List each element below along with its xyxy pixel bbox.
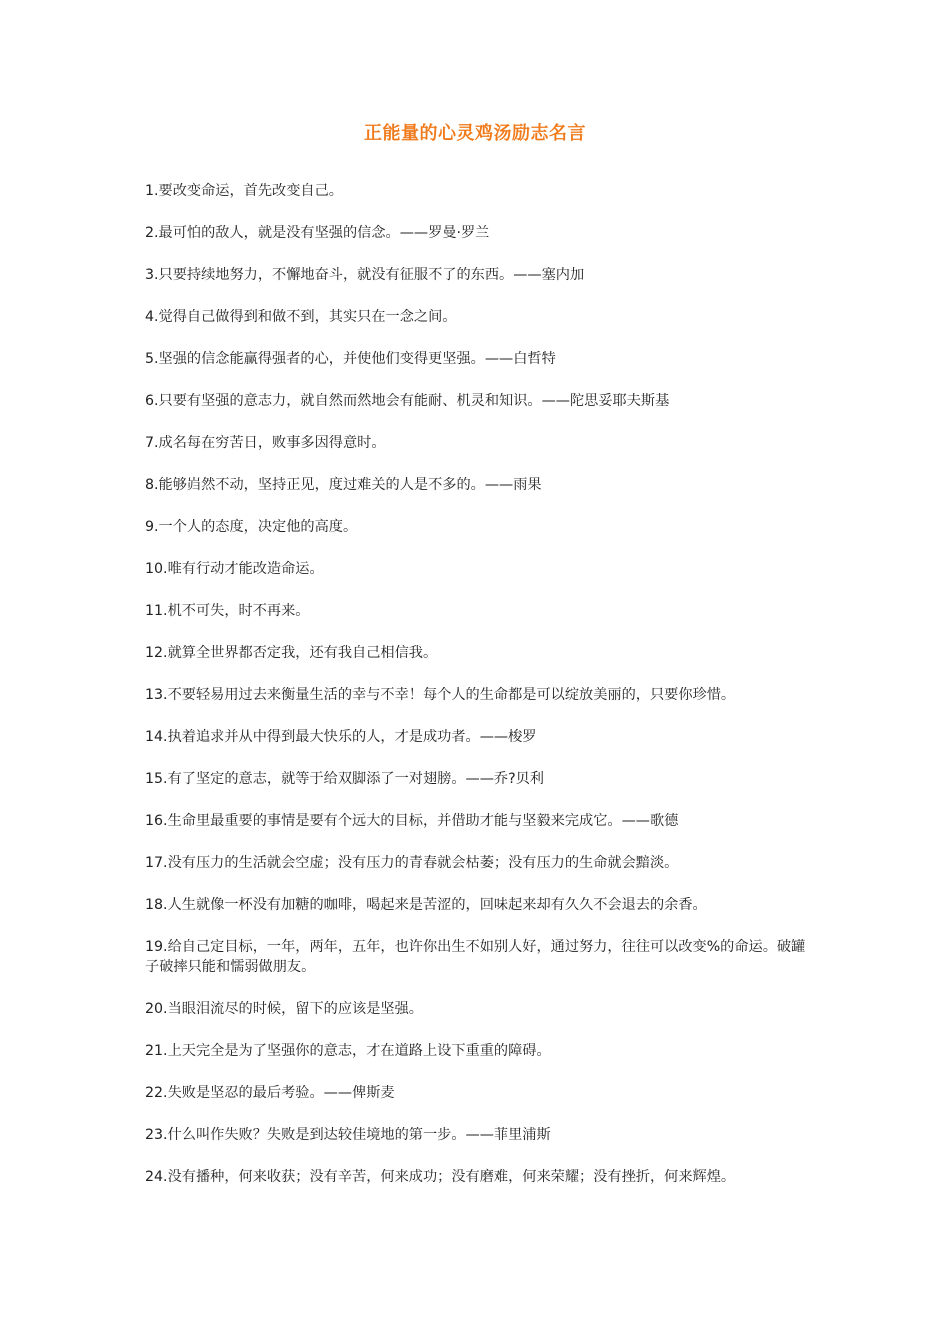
quote-item-12: 12.就算全世界都否定我，还有我自己相信我。 bbox=[145, 645, 438, 661]
quote-item-13: 13.不要轻易用过去来衡量生活的幸与不幸！每个人的生命都是可以绽放美丽的，只要你珍惜。 bbox=[145, 687, 736, 703]
quote-item-18: 18.人生就像一杯没有加糖的咖啡，喝起来是苦涩的，回味起来却有久久不会退去的余香。 bbox=[145, 897, 707, 913]
quote-item-19: 19.给自己定目标，一年，两年，五年，也许你出生不如别人好，通过努力，往往可以改变%的命运。破罐子破摔只能和懦弱做朋友。 bbox=[145, 939, 806, 975]
quote-item-5: 5.坚强的信念能赢得强者的心，并使他们变得更坚强。——白哲特 bbox=[145, 351, 556, 367]
quote-item-22: 22.失败是坚忍的最后考验。——俾斯麦 bbox=[145, 1085, 395, 1101]
quote-item-9: 9.一个人的态度，决定他的高度。 bbox=[145, 519, 358, 535]
quote-item-24: 24.没有播种，何来收获；没有辛苦，何来成功；没有磨难，何来荣耀；没有挫折，何来辉煌。 bbox=[145, 1169, 736, 1185]
quote-item-7: 7.成名每在穷苦日，败事多因得意时。 bbox=[145, 435, 386, 451]
quote-item-14: 14.执着追求并从中得到最大快乐的人，才是成功者。——梭罗 bbox=[145, 729, 537, 745]
quote-item-23: 23.什么叫作失败？失败是到达较佳境地的第一步。——菲里浦斯 bbox=[145, 1127, 551, 1143]
quote-item-17: 17.没有压力的生活就会空虚；没有压力的青春就会枯萎；没有压力的生命就会黯淡。 bbox=[145, 855, 679, 871]
quote-item-1: 1.要改变命运，首先改变自己。 bbox=[145, 183, 343, 199]
quote-item-2: 2.最可怕的敌人，就是没有坚强的信念。——罗曼·罗兰 bbox=[145, 225, 490, 241]
page-title: 正能量的心灵鸡汤励志名言 bbox=[364, 123, 586, 144]
quote-item-8: 8.能够岿然不动，坚持正见，度过难关的人是不多的。——雨果 bbox=[145, 477, 542, 493]
quote-item-3: 3.只要持续地努力，不懈地奋斗，就没有征服不了的东西。——塞内加 bbox=[145, 267, 585, 283]
quote-item-15: 15.有了坚定的意志，就等于给双脚添了一对翅膀。——乔?贝利 bbox=[145, 771, 544, 787]
quote-list bbox=[145, 181, 815, 1209]
quote-item-16: 16.生命里最重要的事情是要有个远大的目标，并借助才能与坚毅来完成它。——歌德 bbox=[145, 813, 679, 829]
quote-item-11: 11.机不可失，时不再来。 bbox=[145, 603, 310, 619]
quote-item-10: 10.唯有行动才能改造命运。 bbox=[145, 561, 324, 577]
quote-item-6: 6.只要有坚强的意志力，就自然而然地会有能耐、机灵和知识。——陀思妥耶夫斯基 bbox=[145, 393, 670, 409]
quote-item-20: 20.当眼泪流尽的时候，留下的应该是坚强。 bbox=[145, 1001, 423, 1017]
quote-item-4: 4.觉得自己做得到和做不到，其实只在一念之间。 bbox=[145, 309, 457, 325]
quote-item-21: 21.上天完全是为了坚强你的意志，才在道路上设下重重的障碍。 bbox=[145, 1043, 551, 1059]
